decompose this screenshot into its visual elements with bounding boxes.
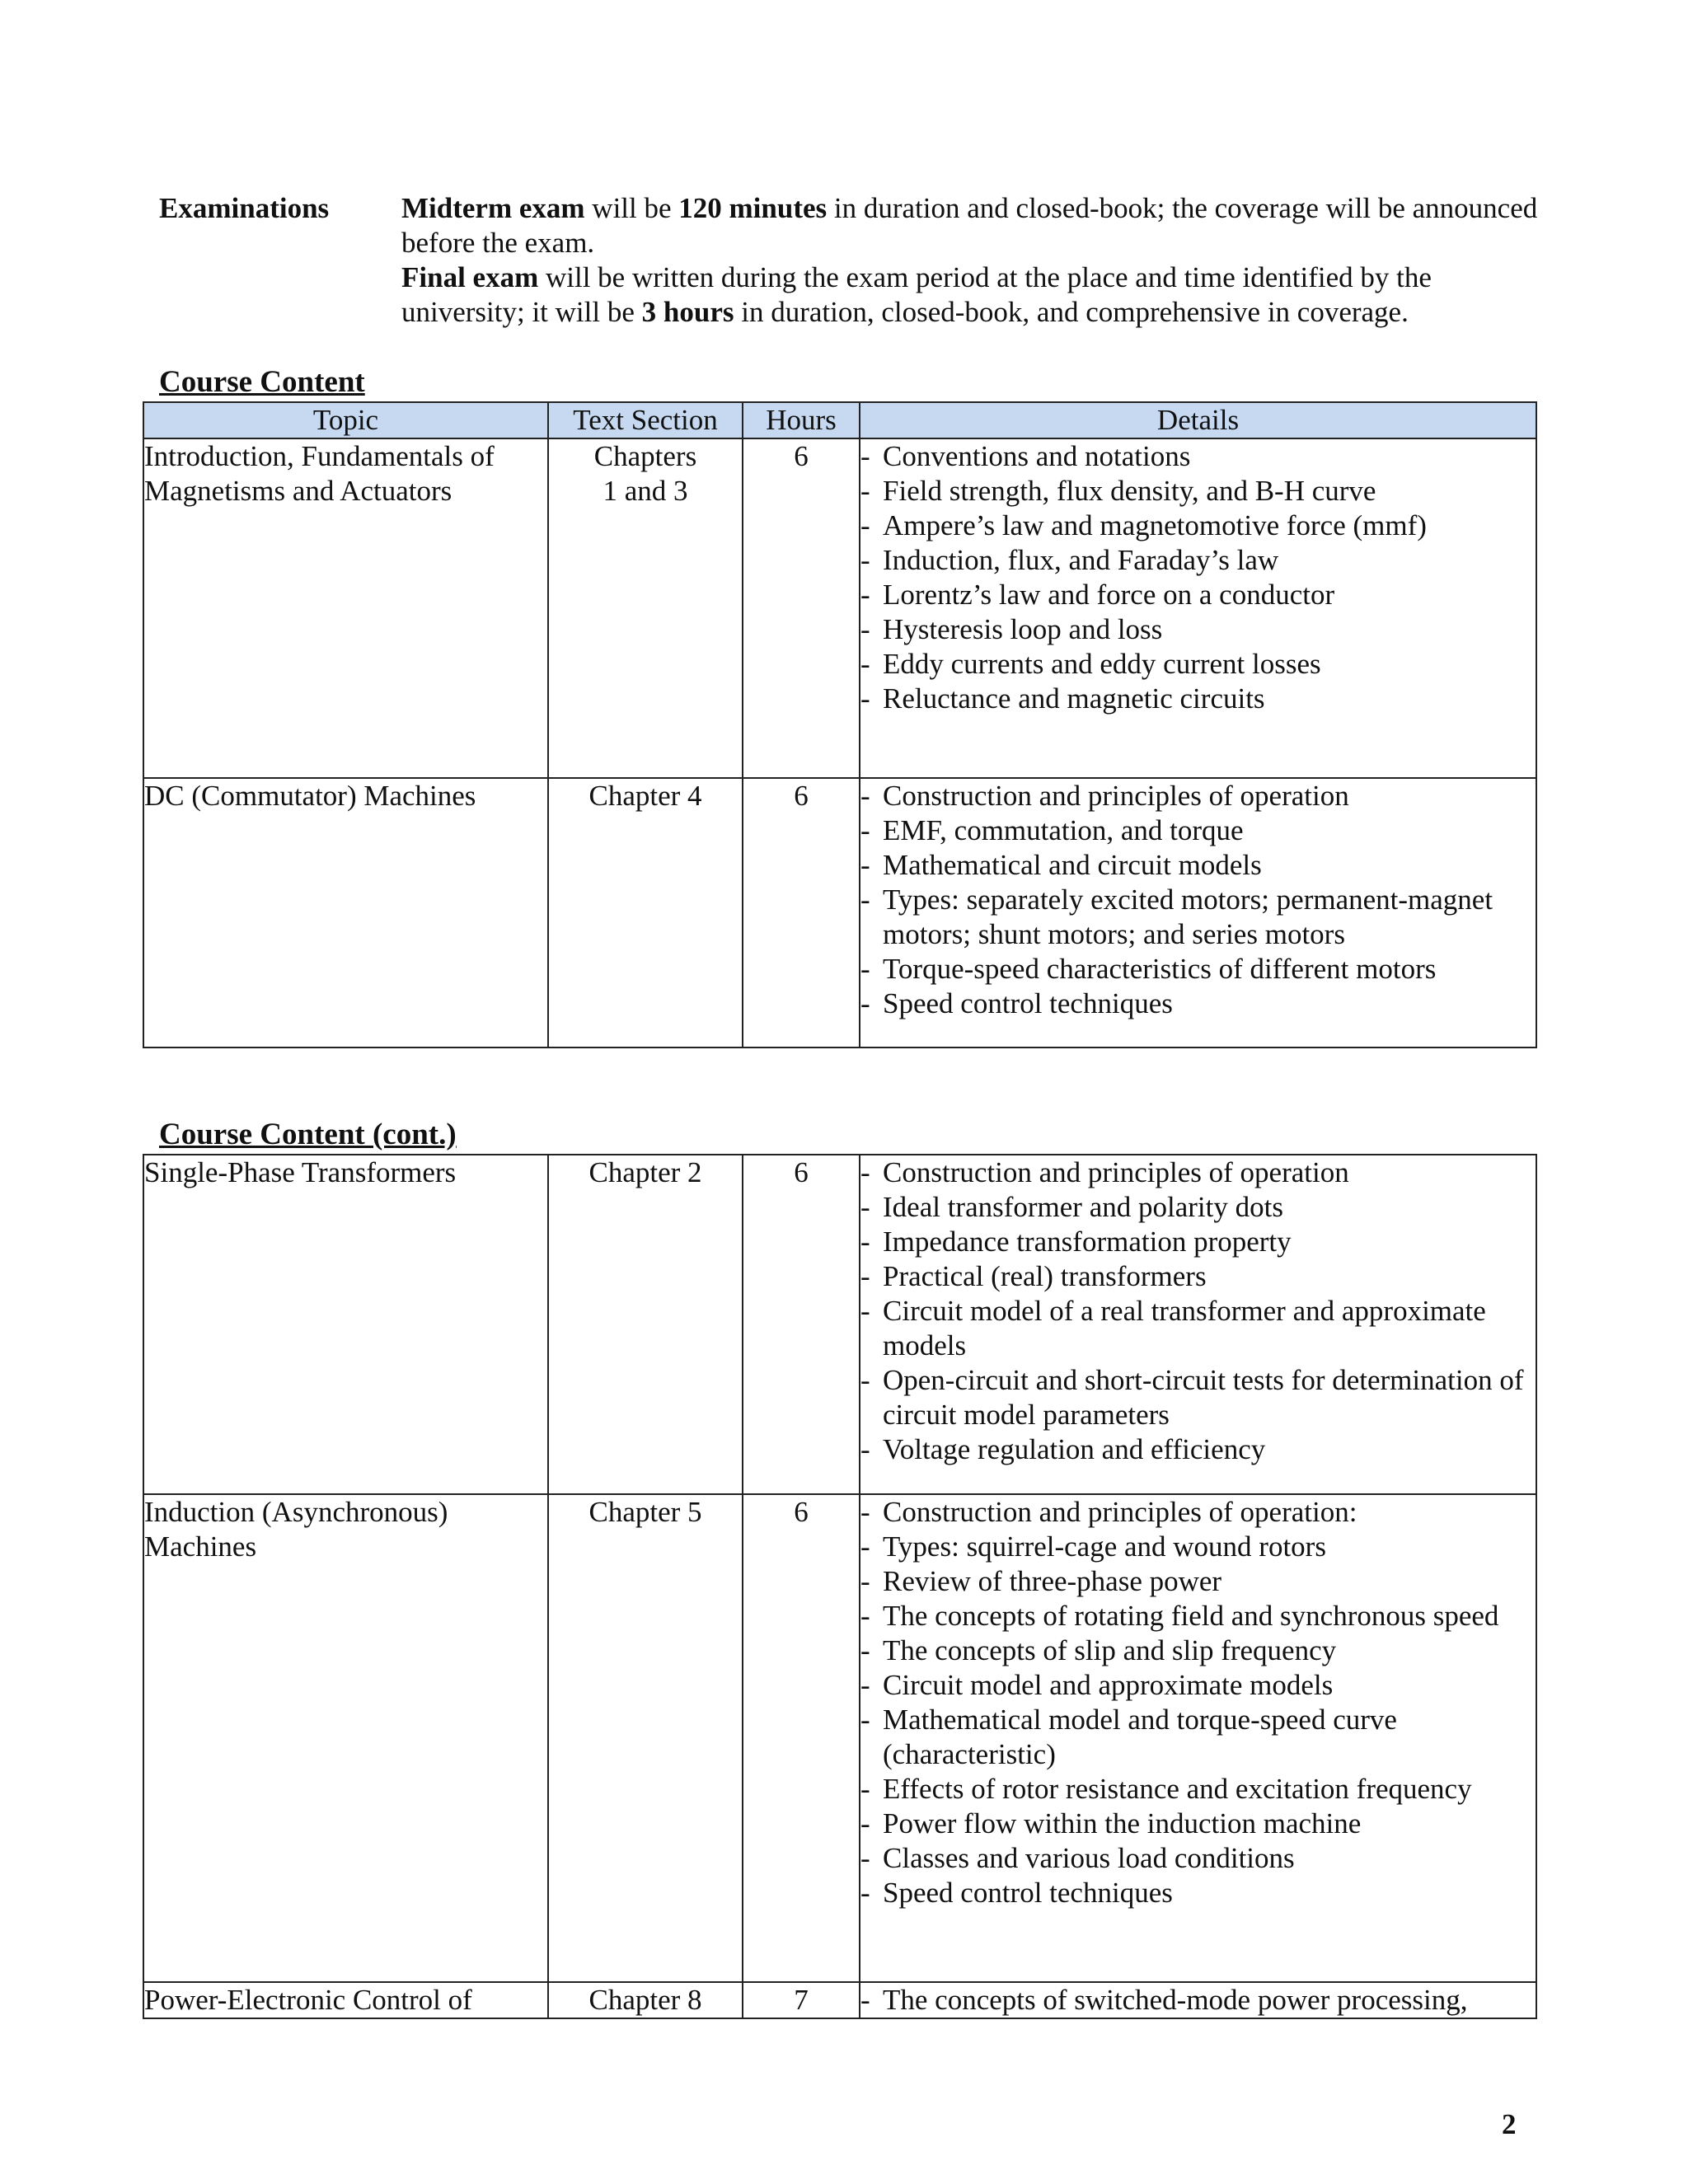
table-row bbox=[143, 778, 1536, 1047]
details-list bbox=[860, 439, 1536, 716]
list-item: - Practical (real) transformers bbox=[860, 1259, 1536, 1294]
examinations-description bbox=[401, 191, 1555, 330]
midterm-duration: 120 minutes bbox=[678, 192, 828, 224]
details-list bbox=[860, 779, 1536, 1021]
course-content-cont-table bbox=[143, 1154, 1537, 2019]
table-row bbox=[143, 1982, 1536, 2018]
hours-cell: 6 bbox=[743, 778, 860, 1047]
list-item: - Hysteresis loop and loss bbox=[860, 612, 1536, 647]
topic-cell bbox=[143, 1494, 548, 1982]
hours-cell: 6 bbox=[743, 438, 860, 778]
list-item: - Induction, flux, and Faraday’s law bbox=[860, 543, 1536, 578]
list-item: - Mathematical and circuit models bbox=[860, 848, 1536, 883]
list-item: - The concepts of switched-mode power processing, bbox=[860, 1983, 1536, 2018]
table-row bbox=[143, 1155, 1536, 1494]
course-content-table bbox=[143, 401, 1537, 1048]
hours-cell: 7 bbox=[743, 1982, 860, 2018]
course-content-cont-heading: Course Content (cont.) bbox=[159, 1118, 457, 1151]
list-item: - Speed control techniques bbox=[860, 1876, 1536, 1910]
list-item: - Types: squirrel-cage and wound rotors bbox=[860, 1530, 1536, 1564]
text-section-value: Chapters 1 and 3 bbox=[593, 440, 697, 507]
examinations-label: Examinations bbox=[159, 192, 330, 224]
list-item: - Eddy currents and eddy current losses bbox=[860, 647, 1536, 682]
column-header-text-section: Text Section bbox=[548, 402, 743, 438]
list-item: - Lorentz’s law and force on a conductor bbox=[860, 578, 1536, 612]
list-item: - Construction and principles of operation bbox=[860, 1155, 1536, 1190]
list-item: - The concepts of slip and slip frequency bbox=[860, 1633, 1536, 1668]
table-row bbox=[143, 1494, 1536, 1982]
final-exam-paragraph bbox=[401, 260, 1555, 330]
list-item: - Effects of rotor resistance and excitation frequency bbox=[860, 1772, 1536, 1807]
list-item: - Mathematical model and torque-speed curve (characteristic) bbox=[860, 1703, 1536, 1772]
table-header-row bbox=[143, 402, 1536, 438]
final-duration: 3 hours bbox=[641, 296, 734, 328]
list-item: - Impedance transformation property bbox=[860, 1225, 1536, 1259]
list-item: - Speed control techniques bbox=[860, 987, 1536, 1021]
list-item: - Voltage regulation and efficiency bbox=[860, 1432, 1536, 1467]
list-item: - Construction and principles of operation bbox=[860, 779, 1536, 813]
details-list bbox=[860, 1495, 1536, 1910]
topic-cell: Single-Phase Transformers bbox=[143, 1155, 548, 1494]
list-item: - Ideal transformer and polarity dots bbox=[860, 1190, 1536, 1225]
details-cell bbox=[860, 1155, 1536, 1494]
list-item: - Review of three-phase power bbox=[860, 1564, 1536, 1599]
list-item: - Classes and various load conditions bbox=[860, 1841, 1536, 1876]
text-section-cell: Chapter 2 bbox=[548, 1155, 743, 1494]
list-item: - Power flow within the induction machine bbox=[860, 1807, 1536, 1841]
text-section-cell: Chapter 8 bbox=[548, 1982, 743, 2018]
midterm-text-part-1: will be bbox=[584, 192, 679, 224]
final-text-part-2: in duration, closed-book, and comprehensive in coverage. bbox=[734, 296, 1409, 328]
final-text-part-1: will be written during the exam period at the place and time identified by the university; it will be bbox=[401, 261, 1432, 328]
list-item: - Ampere’s law and magnetomotive force (mmf) bbox=[860, 509, 1536, 543]
list-item: - Open-circuit and short-circuit tests for determination of circuit model parameters bbox=[860, 1363, 1536, 1432]
list-item: - Construction and principles of operation: bbox=[860, 1495, 1536, 1530]
table-row bbox=[143, 438, 1536, 778]
topic-cell: Introduction, Fundamentals of Magnetisms and Actuators bbox=[143, 438, 548, 778]
details-list bbox=[860, 1155, 1536, 1467]
midterm-exam-label: Midterm exam bbox=[401, 192, 585, 224]
text-section-cell bbox=[548, 438, 743, 778]
topic-value: Induction (Asynchronous) Machines bbox=[144, 1496, 448, 1563]
details-cell bbox=[860, 778, 1536, 1047]
hours-cell: 6 bbox=[743, 1494, 860, 1982]
list-item: - Reluctance and magnetic circuits bbox=[860, 682, 1536, 716]
list-item: - Torque-speed characteristics of different motors bbox=[860, 952, 1536, 987]
list-item: - EMF, commutation, and torque bbox=[860, 813, 1536, 848]
list-item: - Types: separately excited motors; permanent-magnet motors; shunt motors; and series motors bbox=[860, 883, 1536, 952]
list-item: - Circuit model and approximate models bbox=[860, 1668, 1536, 1703]
topic-cell: Power-Electronic Control of bbox=[143, 1982, 548, 2018]
course-content-heading: Course Content bbox=[159, 365, 365, 399]
column-header-hours: Hours bbox=[743, 402, 860, 438]
hours-cell: 6 bbox=[743, 1155, 860, 1494]
details-list bbox=[860, 1983, 1536, 2018]
text-section-cell: Chapter 5 bbox=[548, 1494, 743, 1982]
details-cell bbox=[860, 438, 1536, 778]
text-section-cell: Chapter 4 bbox=[548, 778, 743, 1047]
details-cell bbox=[860, 1494, 1536, 1982]
details-cell bbox=[860, 1982, 1536, 2018]
column-header-topic: Topic bbox=[143, 402, 548, 438]
column-header-details: Details bbox=[860, 402, 1536, 438]
list-item: - The concepts of rotating field and synchronous speed bbox=[860, 1599, 1536, 1633]
midterm-exam-paragraph bbox=[401, 191, 1555, 260]
list-item: - Circuit model of a real transformer and approximate models bbox=[860, 1294, 1536, 1363]
list-item: - Field strength, flux density, and B-H curve bbox=[860, 474, 1536, 509]
midterm-text-part-2: in duration and closed-book; the coverage will be announced before the exam. bbox=[401, 192, 1538, 259]
final-exam-label: Final exam bbox=[401, 261, 539, 293]
topic-cell: DC (Commutator) Machines bbox=[143, 778, 548, 1047]
list-item: - Conventions and notations bbox=[860, 439, 1536, 474]
page-number: 2 bbox=[1502, 2108, 1517, 2140]
